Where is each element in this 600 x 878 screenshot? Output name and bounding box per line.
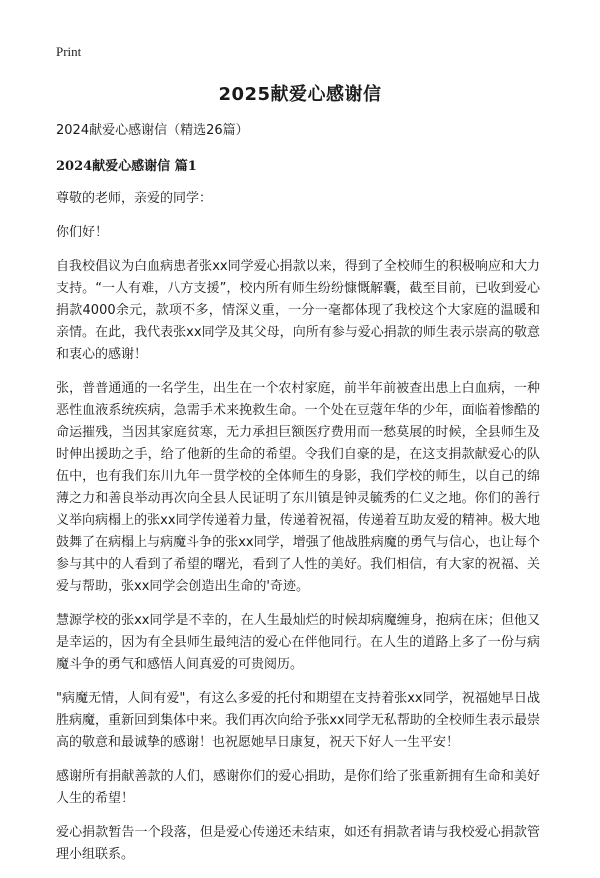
- body-paragraph: "病魔无情，人间有爱"，有这么多爱的托付和期望在支持着张xx同学，祝福她早日战胜病魔，重新回到集体中来。我们再次向给予张xx同学无私帮助的全校师生表示最崇高的敬意和最诚挚的感谢！也祝愿她早日康复，祝天下好人一生平安！: [56, 691, 540, 750]
- salutation: 尊敬的老师，亲爱的同学：: [56, 191, 213, 206]
- section-heading: 2024献爱心感谢信 篇1: [56, 159, 197, 174]
- body-paragraph: 爱心捐款暂告一个段落，但是爱心传递还未结束，如还有捐款者请与我校爱心捐款管理小组联系。: [56, 825, 540, 862]
- greeting: 你们好！: [56, 225, 109, 240]
- document-title: 2025献爱心感谢信: [218, 84, 382, 105]
- body-paragraph: 张，普普通通的一名学生，出生在一个农村家庭，前半年前被查出患上白血病，一种恶性血液系统疾病，急需手术来挽救生命。一个处在豆蔻年华的少年，面临着惨酷的命运摧残，当因其家庭贫寒，无力承担巨额医疗费用而一愁莫展的时候，全县师生及时伸出援助之手，给了他新的生命的希望。令我们自豪的是，在这支捐款献爱心的队伍中，也有我们东川九年一贯学校的全体师生的身影，我们学校的师生，以自己的绵薄之力和善良举动再次向全县人民证明了东川镇是钟灵毓秀的仁义之地。你们的善行义举向病榻上的张xx同学传递着力量，传递着祝福，传递着互助友爱的精神。极大地鼓舞了在病榻上与病魔斗争的张xx同学，增强了他战胜病魔的勇气与信心，也让每个参与其中的人看到了希望的曙光，看到了人性的美好。我们相信，有大家的祝福、关爱与帮助，张xx同学会创造出生命的'奇迹。: [56, 381, 540, 594]
- document-subtitle: 2024献爱心感谢信（精选26篇）: [56, 123, 249, 138]
- print-label: Print: [56, 44, 82, 59]
- body-paragraph: 自我校倡议为白血病患者张xx同学爱心捐款以来，得到了全校师生的积极响应和大力支持。“一人有难，八方支援”，校内所有师生纷纷慷慨解囊，截至目前，已收到爱心捐款4000余元，款项不多，情深义重，一分一毫都体现了我校这个大家庭的温暖和亲情。在此，我代表张xx同学及其父母，向所有参与爱心捐款的师生表示崇高的敬意和衷心的感谢！: [56, 259, 540, 362]
- body-paragraph: 感谢所有捐献善款的人们，感谢你们的爱心捐助，是你们给了张重新拥有生命和美好人生的希望！: [56, 769, 540, 806]
- body-paragraph: 慧源学校的张xx同学是不幸的，在人生最灿烂的时候却病魔缠身，抱病在床；但他又是幸运的，因为有全县师生最纯洁的爱心在伴他同行。在人生的道路上多了一份与病魔斗争的勇气和感悟人间真爱的可贵阅历。: [56, 613, 540, 672]
- document-body: [56, 120, 540, 878]
